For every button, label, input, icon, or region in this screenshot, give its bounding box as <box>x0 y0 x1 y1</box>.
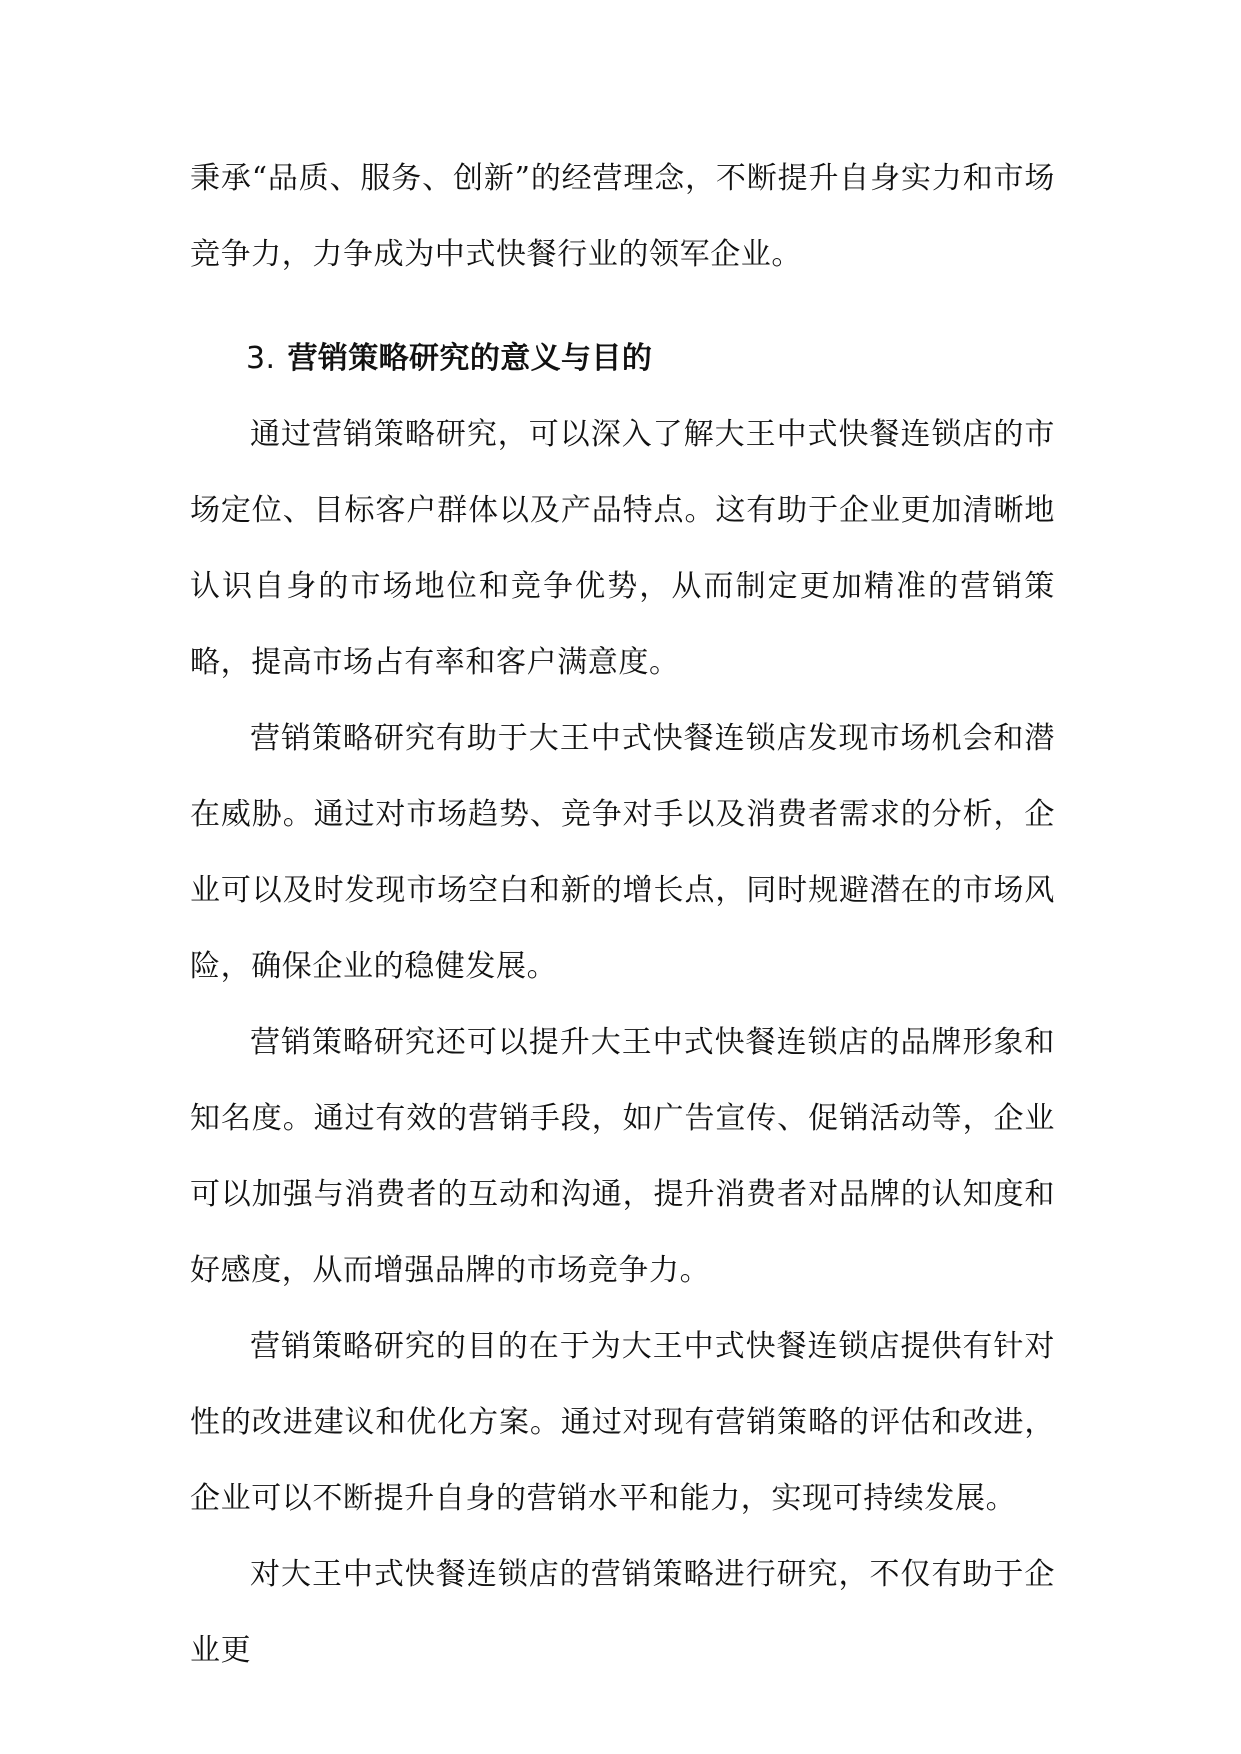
body-paragraph: 通过营销策略研究，可以深入了解大王中式快餐连锁店的市场定位、目标客户群体以及产品特点。这有助于企业更加清晰地认识自身的市场地位和竞争优势，从而制定更加精准的营销策略，提高市场占有率和客户满意度。 <box>190 417 1055 680</box>
spacer <box>190 293 1055 321</box>
body-paragraph: 营销策略研究还可以提升大王中式快餐连锁店的品牌形象和知名度。通过有效的营销手段，如广告宣传、促销活动等，企业可以加强与消费者的互动和沟通，提升消费者对品牌的认知度和好感度，从而增强品牌的市场竞争力。 <box>190 1025 1055 1288</box>
continued-paragraph: 秉承“品质、服务、创新”的经营理念，不断提升自身实力和市场竞争力，力争成为中式快餐行业的领军企业。 <box>190 161 1055 272</box>
section-heading <box>190 321 1055 397</box>
body-paragraph: 对大王中式快餐连锁店的营销策略进行研究，不仅有助于企业更 <box>190 1557 1055 1668</box>
section-title: 营销策略研究的意义与目的 <box>287 341 653 376</box>
body-paragraph: 营销策略研究的目的在于为大王中式快餐连锁店提供有针对性的改进建议和优化方案。通过对现有营销策略的评估和改进，企业可以不断提升自身的营销水平和能力，实现可持续发展。 <box>190 1329 1055 1516</box>
document-body <box>190 141 1055 1689</box>
section-number: 3. <box>246 341 276 376</box>
body-paragraph: 营销策略研究有助于大王中式快餐连锁店发现市场机会和潜在威胁。通过对市场趋势、竞争对手以及消费者需求的分析，企业可以及时发现市场空白和新的增长点，同时规避潜在的市场风险，确保企业的稳健发展。 <box>190 721 1055 984</box>
